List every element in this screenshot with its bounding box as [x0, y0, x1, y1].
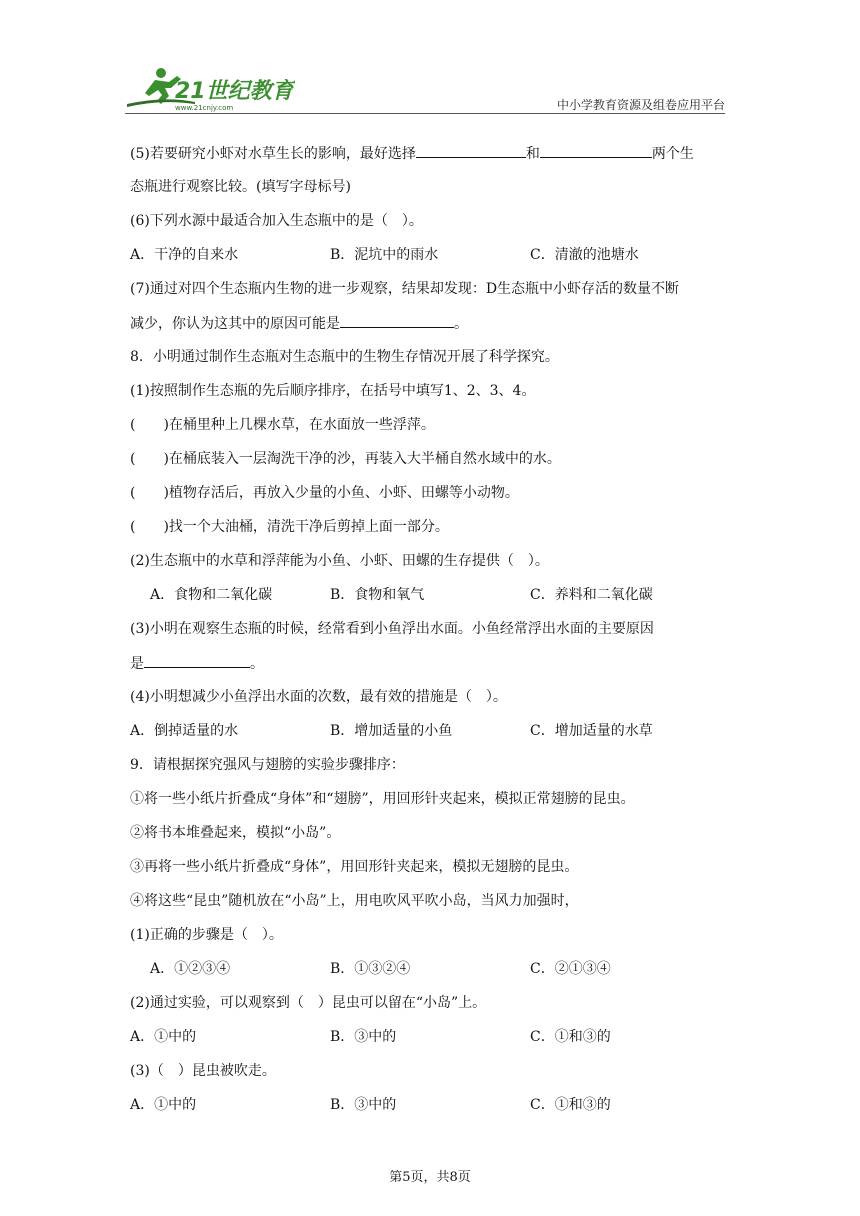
- q8-part2-question: (2)生态瓶中的水草和浮萍能为小鱼、小虾、田螺的生存提供（ ）。: [130, 553, 549, 569]
- q9-part3-question: (3)（ ）昆虫被吹走。: [130, 1063, 276, 1079]
- q7-part5-line2: 态瓶进行观察比较。(填写字母标号): [130, 179, 351, 195]
- q8-title: 8．小明通过制作生态瓶对生态瓶中的生物生存情况开展了科学探究。: [130, 349, 559, 365]
- q8-part3-text: 是: [130, 656, 144, 672]
- q7-part6-option-c[interactable]: C．清澈的池塘水: [530, 247, 639, 263]
- q7-part7-line1: (7)通过对四个生态瓶内生物的进一步观察，结果却发现：D生态瓶中小虾存活的数量不断: [130, 281, 680, 297]
- q7-part5-and: 和: [525, 146, 540, 162]
- q9-part2-option-b[interactable]: B．③中的: [330, 1029, 397, 1045]
- q9-step-3: ③再将一些小纸片折叠成“身体”，用回形针夹起来，模拟无翅膀的昆虫。: [130, 859, 579, 875]
- site-logo: [125, 66, 295, 112]
- q7-part5-line1: [130, 143, 694, 164]
- q9-part3-option-a[interactable]: A．①中的: [130, 1097, 197, 1113]
- q8-part1-question: (1)按照制作生态瓶的先后顺序排序，在括号中填写1、2、3、4。: [130, 383, 536, 399]
- platform-name: 中小学教育资源及组卷应用平台: [556, 98, 725, 112]
- q8-part4-option-b[interactable]: B．增加适量的小鱼: [330, 723, 453, 739]
- q8-part4-option-a[interactable]: A．倒掉适量的水: [130, 723, 239, 739]
- runner-logo-icon: [125, 66, 295, 112]
- q9-part2-option-c[interactable]: C．①和③的: [530, 1029, 611, 1045]
- q9-title: 9．请根据探究强风与翅膀的实验步骤排序：: [130, 757, 405, 773]
- q8-part3-line2: [130, 653, 264, 674]
- q9-step-4: ④将这些“昆虫”随机放在“小岛”上，用电吹风平吹小岛，当风力加强时，: [130, 893, 579, 909]
- q8-part4-question: (4)小明想减少小鱼浮出水面的次数，最有效的措施是（ ）。: [130, 689, 507, 705]
- q7-part7-period: 。: [454, 316, 468, 332]
- q9-part3-option-c[interactable]: C．①和③的: [530, 1097, 611, 1113]
- q9-part1-option-a[interactable]: A．①②③④: [150, 961, 231, 977]
- q8-step-1[interactable]: ( )在桶里种上几棵水草，在水面放一些浮萍。: [130, 417, 435, 433]
- answer-blank[interactable]: [540, 143, 652, 158]
- q7-part6-option-b[interactable]: B．泥坑中的雨水: [330, 247, 439, 263]
- q9-part1-option-b[interactable]: B．①③②④: [330, 961, 411, 977]
- svg-text:21世纪教育: 21世纪教育: [175, 79, 294, 104]
- q9-part3-option-b[interactable]: B．③中的: [330, 1097, 397, 1113]
- q8-part3-period: 。: [250, 656, 264, 672]
- q9-part1-option-c[interactable]: C．②①③④: [530, 961, 611, 977]
- header-divider: [125, 113, 725, 114]
- q9-part2-question: (2)通过实验，可以观察到（ ）昆虫可以留在“小岛”上。: [130, 995, 487, 1011]
- q8-part2-option-c[interactable]: C．养料和二氧化碳: [530, 587, 653, 603]
- q8-part3-line1: (3)小明在观察生态瓶的时候，经常看到小鱼浮出水面。小鱼经常浮出水面的主要原因: [130, 621, 654, 637]
- answer-blank[interactable]: [144, 653, 250, 668]
- page-header: [125, 66, 725, 116]
- q7-part7-line2: [130, 313, 468, 334]
- q7-part7-text: 减少，你认为这其中的原因可能是: [130, 316, 340, 332]
- q9-step-1: ①将一些小纸片折叠成“身体”和“翅膀”，用回形针夹起来，模拟正常翅膀的昆虫。: [130, 791, 635, 807]
- q7-part6-question: (6)下列水源中最适合加入生态瓶中的是（ ）。: [130, 213, 423, 229]
- q8-part2-option-b[interactable]: B．食物和氧气: [330, 587, 425, 603]
- answer-blank[interactable]: [416, 143, 526, 158]
- q8-step-4[interactable]: ( )找一个大油桶，清洗干净后剪掉上面一部分。: [130, 519, 449, 535]
- answer-blank[interactable]: [340, 313, 454, 328]
- q9-part2-option-a[interactable]: A．①中的: [130, 1029, 197, 1045]
- q9-part1-question: (1)正确的步骤是（ ）。: [130, 927, 283, 943]
- q7-part5-text: (5)若要研究小虾对水草生长的影响，最好选择: [130, 146, 416, 162]
- q8-part4-option-c[interactable]: C．增加适量的水草: [530, 723, 653, 739]
- q8-step-2[interactable]: ( )在桶底装入一层淘洗干净的沙，再装入大半桶自然水域中的水。: [130, 451, 561, 467]
- q8-part2-option-a[interactable]: A．食物和二氧化碳: [150, 587, 273, 603]
- q7-part5-tail: 两个生: [651, 146, 694, 162]
- q8-step-3[interactable]: ( )植物存活后，再放入少量的小鱼、小虾、田螺等小动物。: [130, 485, 519, 501]
- q9-step-2: ②将书本堆叠起来，模拟“小岛”。: [130, 825, 341, 841]
- svg-text:www.21cnjy.com: www.21cnjy.com: [175, 104, 234, 112]
- page-number: 第5页，共8页: [389, 1170, 471, 1185]
- q7-part6-option-a[interactable]: A．干净的自来水: [130, 247, 239, 263]
